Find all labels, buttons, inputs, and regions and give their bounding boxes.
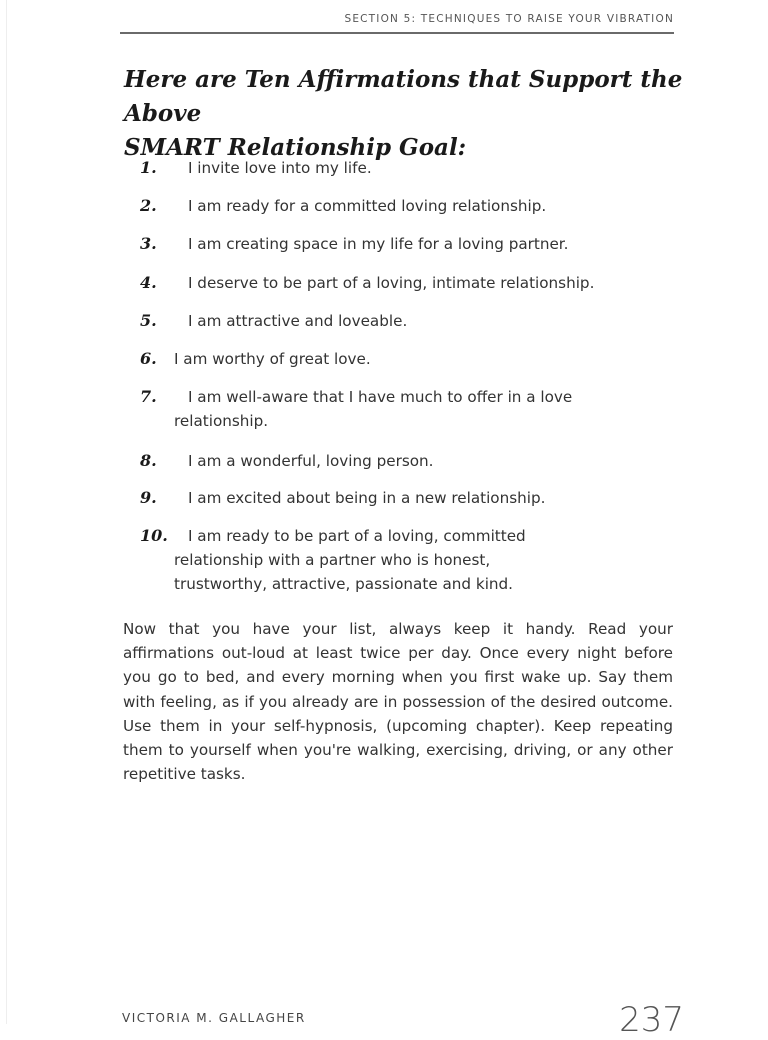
item-number: 2. — [140, 196, 157, 215]
item-text: I am ready to be part of a loving, committed — [188, 527, 526, 545]
item-number: 6. — [140, 349, 157, 368]
page-number: 237 — [619, 1000, 684, 1040]
item-text: I am creating space in my life for a loving partner. — [188, 235, 569, 253]
item-text-continued: relationship. — [174, 412, 269, 430]
item-text: I am well-aware that I have much to offer in a love — [188, 388, 573, 406]
title-line-1: Here are Ten Affirmations that Support the Above — [124, 66, 683, 127]
item-number: 8. — [140, 451, 157, 470]
item-number: 1. — [140, 158, 157, 177]
item-text: I am attractive and loveable. — [188, 312, 408, 330]
item-text: I am excited about being in a new relationship. — [188, 489, 546, 507]
title-line-2: SMART Relationship Goal: — [124, 134, 467, 161]
item-number: 7. — [140, 387, 157, 406]
item-text-continued: relationship with a partner who is honest, — [174, 551, 491, 569]
item-text: I invite love into my life. — [188, 159, 372, 177]
item-number: 3. — [140, 234, 157, 253]
item-number: 10. — [140, 526, 168, 545]
item-text: I am ready for a committed loving relationship. — [188, 197, 547, 215]
item-text-continued: trustworthy, attractive, passionate and kind. — [174, 575, 514, 593]
item-text: I deserve to be part of a loving, intimate relationship. — [188, 274, 595, 292]
footer-author: VICTORIA M. GALLAGHER — [122, 1011, 306, 1025]
body-paragraph: Now that you have your list, always keep it handy. Read your affirmations out-loud at least twice per day. Once every night before you go to bed, and every morning when you first wake up. Say them with feeling, as if you already are in possession of the desired outcome. Use them in your self-hypnosis, (upcoming chapter). Keep repeating them to yourself when you're walking, exercising, driving, or any other repetitive tasks. — [123, 620, 673, 784]
item-text: I am a wonderful, loving person. — [188, 452, 434, 470]
item-number: 5. — [140, 311, 157, 330]
item-number: 9. — [140, 488, 157, 507]
running-head: SECTION 5: TECHNIQUES TO RAISE YOUR VIBRATION — [344, 13, 674, 25]
item-text: I am worthy of great love. — [174, 350, 371, 368]
item-number: 4. — [140, 273, 157, 292]
